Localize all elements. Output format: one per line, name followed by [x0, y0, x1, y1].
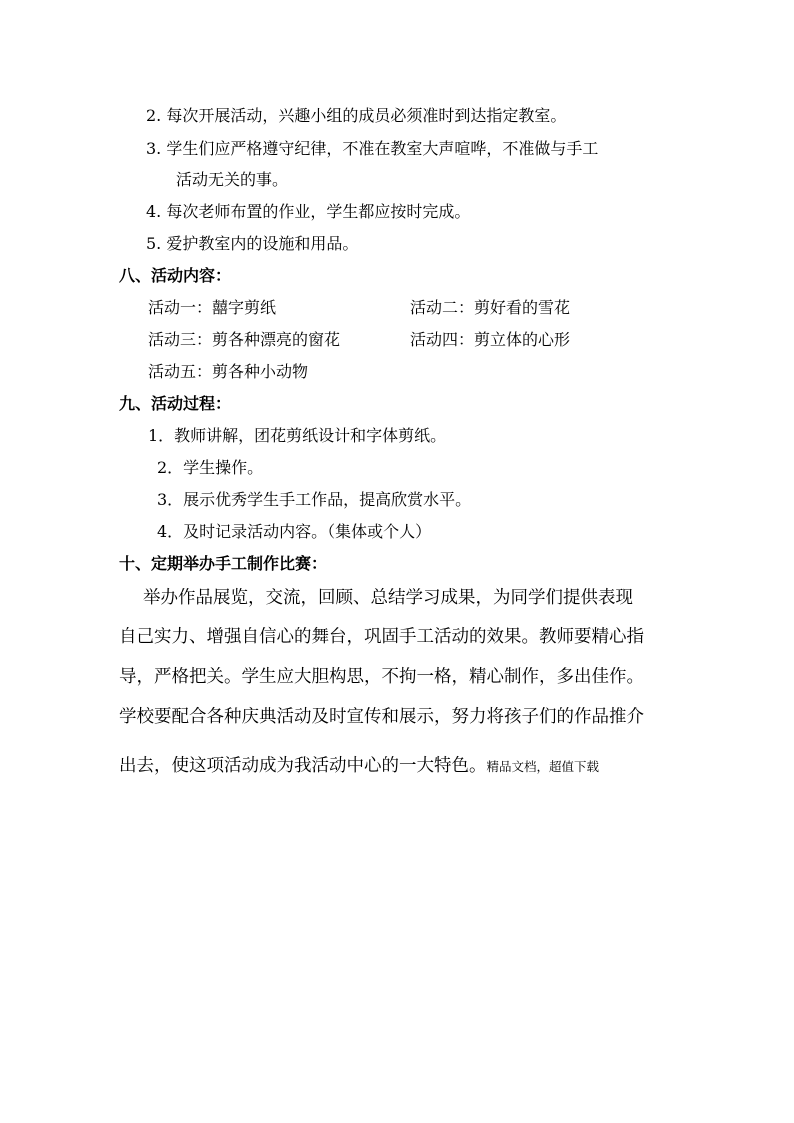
paragraph-line-4: 学校要配合各种庆典活动及时宣传和展示，努力将孩子们的作品推介 — [119, 707, 644, 727]
rule-item-3-continuation: 活动无关的事。 — [176, 170, 289, 189]
activity-2: 活动二：剪好看的雪花 — [410, 298, 571, 317]
paragraph-line-5 — [119, 755, 599, 777]
paragraph-line-1: 举办作品展览，交流，回顾、总结学习成果，为同学们提供表现 — [143, 588, 633, 608]
activity-1: 活动一：囍字剪纸 — [148, 298, 277, 317]
process-step-4: 4．及时记录活动内容。（集体或个人） — [157, 522, 432, 541]
paragraph-line-5-text: 出去，使这项活动成为我活动中心的一大特色。 — [119, 756, 487, 776]
rule-item-4: 4. 每次老师布置的作业，学生都应按时完成。 — [146, 202, 471, 221]
paragraph-line-3: 导，严格把关。学生应大胆构思，不拘一格，精心制作，多出佳作。 — [119, 667, 644, 687]
download-note: 精品文档，超值下载 — [486, 759, 600, 774]
paragraph-line-2: 自己实力、增强自信心的舞台，巩固手工活动的效果。教师要精心指 — [119, 627, 644, 647]
activity-4: 活动四：剪立体的心形 — [410, 330, 571, 349]
section-10-heading: 十、定期举办手工制作比赛： — [119, 554, 328, 573]
process-step-1: 1．教师讲解，团花剪纸设计和字体剪纸。 — [148, 426, 447, 445]
activity-5: 活动五：剪各种小动物 — [148, 362, 309, 381]
section-9-heading: 九、活动过程： — [119, 394, 232, 413]
rule-item-3: 3. 学生们应严格遵守纪律，不准在教室大声喧哗，不准做与手工 — [146, 139, 599, 158]
rule-item-5: 5. 爱护教室内的设施和用品。 — [146, 234, 359, 253]
process-step-3: 3．展示优秀学生手工作品，提高欣赏水平。 — [157, 490, 472, 509]
rule-item-2: 2. 每次开展活动，兴趣小组的成员必须准时到达指定教室。 — [146, 106, 567, 125]
process-step-2: 2．学生操作。 — [157, 458, 264, 477]
activity-3: 活动三：剪各种漂亮的窗花 — [148, 330, 341, 349]
section-8-heading: 八、活动内容： — [119, 266, 232, 285]
